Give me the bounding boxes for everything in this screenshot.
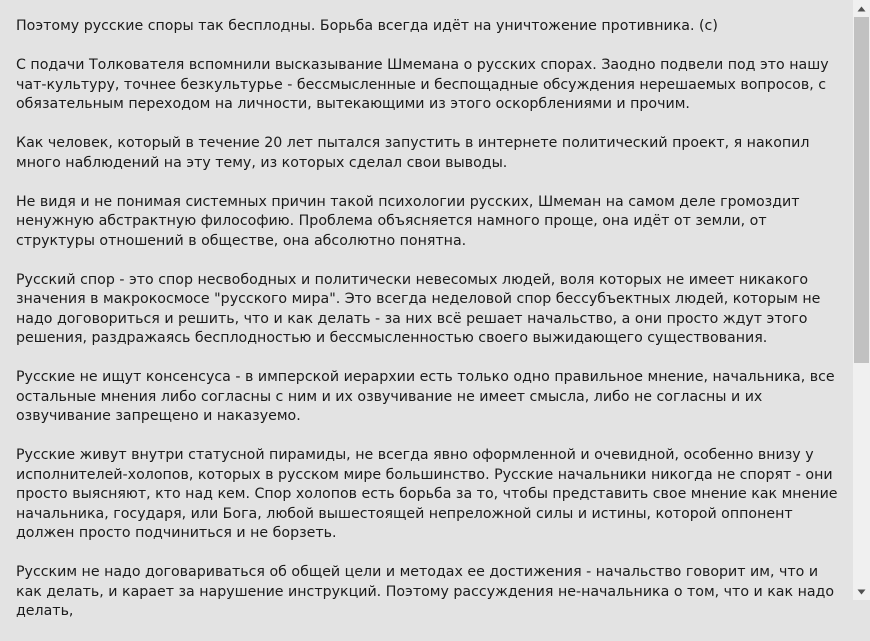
- scroll-down-button[interactable]: [853, 583, 870, 600]
- scroll-up-button[interactable]: [853, 0, 870, 17]
- paragraph-7: Русские живут внутри статусной пирамиды, не всегда явно оформленной и очевидной, особенно внизу у исполнителей-холопов, которых в русском мире большинство. Русские начальники никогда не спорят - они просто выясняют, кто над кем. Спор холопов есть борьба за то, чтобы представить свое мнение как мнение начальника, государя, или Бога, любой вышестоящей непреложной силы и истины, которой оппонент должен просто подчиниться и не борзеть.: [16, 447, 838, 541]
- paragraph-5: Русский спор - это спор несвободных и политически невесомых людей, воля которых не имеет никакого значения в макрокосмосе "русского мира". Это всегда неделовой спор бессубъектных людей, которым не надо договориться и решить, что и как делать - за них всё решает начальство, а они просто ждут этого решения, раздражаясь бесплодностью и бессмысленностью своего выжидающего существования.: [16, 271, 821, 346]
- paragraph-6: Русские не ищут консенсуса - в имперской иерархии есть только одно правильное мнение, начальника, все остальные мнения либо согласны с ним и их озвучивание не имеет смысла, либо не согласны и их озвучивание запрещено и наказуемо.: [16, 369, 835, 424]
- paragraph-3: Как человек, который в течение 20 лет пытался запустить в интернете политический проект, я накопил много наблюдений на эту тему, из которых сделал свои выводы.: [16, 135, 810, 171]
- paragraph-4: Не видя и не понимая системных причин такой психологии русских, Шмеман на самом деле громоздит ненужную абстрактную философию. Проблема объясняется намного проще, она идёт от земли, от структуры отношений в обществе, она абсолютно понятна.: [16, 193, 800, 249]
- scroll-down-arrow-icon: [857, 589, 866, 595]
- article-body: [16, 17, 842, 641]
- paragraph-8: Русским не надо договариваться об общей цели и методах ее достижения - начальство говорит им, что и как делать, и карает за нарушение инструкций. Поэтому рассуждения не-начальника о том, что и как надо делать,: [16, 564, 835, 619]
- scroll-thumb[interactable]: [854, 17, 869, 363]
- vertical-scrollbar[interactable]: [853, 0, 870, 600]
- paragraph-2: С подачи Толкователя вспомнили высказывание Шмемана о русских спорах. Заодно подвели под это нашу чат-культуру, точнее безкультурье - бессмысленные и беспощадные обсуждения нерешаемых вопросов, с обязательным переходом на личности, вытекающими из этого оскорблениями и прочим.: [16, 57, 829, 112]
- scroll-up-arrow-icon: [857, 6, 866, 12]
- paragraph-1: Поэтому русские споры так бесплодны. Борьба всегда идёт на уничтожение противника. (с): [16, 18, 718, 34]
